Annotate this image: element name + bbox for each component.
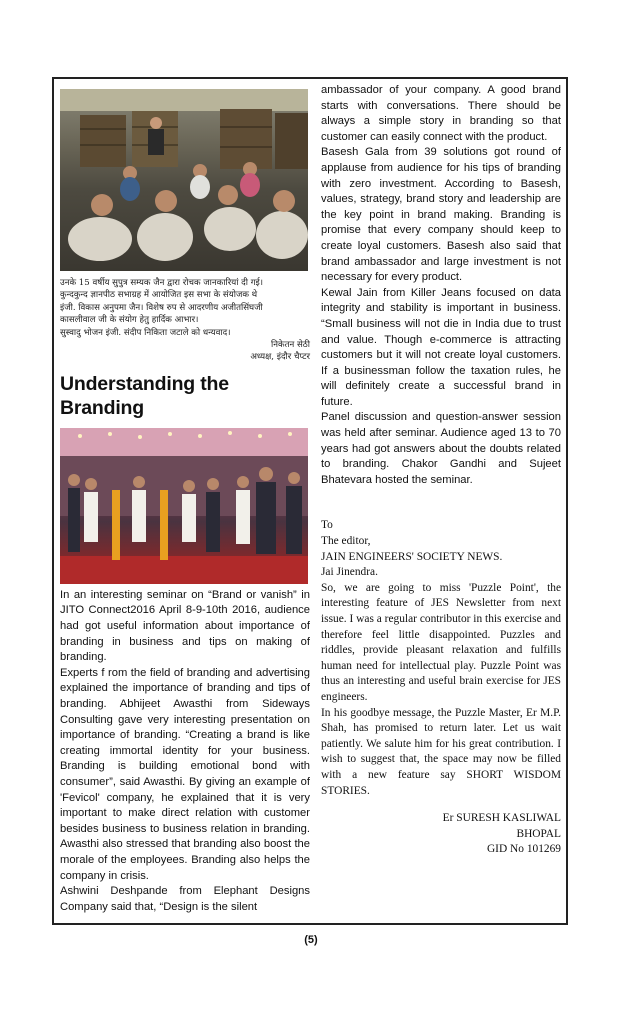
letter-paragraph: In his goodbye message, the Puzzle Master, Er M.P. Shah, has promised to return later. Let us wait patiently. We salute him for his great contribution. I wish to suggest that, the space may now be filled with a new feature say SHORT WISDOM STORIES. [321,706,561,797]
caption-line: इंजी. विकास अनुपमा जैन। विशेष रुप से आदरणीय अजीतसिंघजी [60,302,263,313]
caption-line: उनके 15 वर्षीय सुपुत्र सम्यक जैन द्वारा रोचक जानकारियां दी गई। [60,278,264,288]
article-paragraph: Kewal Jain from Killer Jeans focused on data integrity and stability is important in business. “Small business will not die in India due to trust and value. Though e-commerce is attracting customers but it will not create loyal customers. If a businessman follow the taxation rules, he will definitely create a successful brand in future. [321,286,561,408]
meeting-photo-illustration [60,89,308,271]
article-heading: Understanding the Branding [60,372,229,419]
caption-line: सुस्वादु भोजन इंजी. संदीप निकिता जटाले को धन्यवाद। [60,327,231,338]
letter-line: To [321,519,333,532]
signature-city: BHOPAL [516,827,561,840]
caption-line: कुन्दकुन्द ज्ञानपीठ सभाग्रह में आयोजित इस सभा के संयोजक थे [60,290,258,301]
page-number: (5) [304,934,318,946]
signature-name: Er SURESH KASLIWAL [442,812,561,825]
letter-signature [321,811,561,858]
meeting-photo [60,89,308,271]
letter-line: The editor, [321,535,371,548]
signature-gid: GID No 101269 [486,843,561,856]
article-paragraph: Basesh Gala from 39 solutions got round of applause from audience for his tips of branding with zero investment. According to Basesh, values, strategy, brand story and leadership are the key point in brand making. Branding is promise that every company should keep to create loyal customers. Basesh also said that brand ambassador and large investment is not necessary for every product. [321,146,561,284]
hindi-signature [60,339,310,364]
article-body-right [321,83,561,488]
article-paragraph: Experts f rom the field of branding and advertising explained the importance of branding and tips of branding. Abhijeet Awasthi from Sideways Consulting gave very interesting presentation on importance of branding. “Creating a brand is like creating immortal identity for your business. Branding is building emotional bond with consumer”, said Awasthi. By giving an example of 'Fevicol' company, he explained that it is very important to make direct relation with customer besides business to business relation in branding. Awasthi also stressed that branding also boost the morale of the employees. Branding also helps the company in crisis. [60,666,310,882]
page-frame [52,77,568,925]
letter-paragraph: So, we are going to miss 'Puzzle Point', the interesting feature of JES Newsletter from next issue. I was a regular contributor in this exercise and therefore feel little disappointed. Puzzles and riddles, provide pleasant relaxation and fulfills human need for intellectual play. Puzzle Point was thus an interesting and useful brain exercise for JES engineers. [321,581,561,703]
article-paragraph: Ashwini Deshpande from Elephant Designs Company said that, “Design is the silent [60,885,310,913]
letter-line: Jai Jinendra. [321,566,378,579]
article-paragraph: In an interesting seminar on “Brand or vanish” in JITO Connect2016 April 8-9-10th 2016, audience had got useful information about importance of branding in business and tips on making of branding. [60,588,310,664]
left-column [60,89,310,915]
hindi-signature-title: अध्यक्ष, इंदौर चैप्टर [250,352,310,363]
lamp-lighting-photo-illustration [60,428,308,584]
right-column [321,83,561,858]
article-paragraph: ambassador of your company. A good brand starts with conversations. There should be always a simple story in branding so that customer can easily connect with the product. [321,84,561,143]
letter-to-editor [321,518,561,799]
article-paragraph: Panel discussion and question-answer session was held after seminar. Audience aged 13 to 70 years had got answers about the doubts related to branding. Chakor Gandhi and Sujeet Bhatevara hosted the seminar. [321,411,561,486]
article-body-left [60,588,310,915]
hindi-signature-name: निकेतन सेठी [270,340,310,351]
caption-line: कासलीवाल जी के संयोग हेतु हार्दिक आभार। [60,315,199,326]
letter-line: JAIN ENGINEERS' SOCIETY NEWS. [321,550,503,563]
photo-caption-hindi [60,277,310,339]
lamp-lighting-photo [60,428,308,584]
